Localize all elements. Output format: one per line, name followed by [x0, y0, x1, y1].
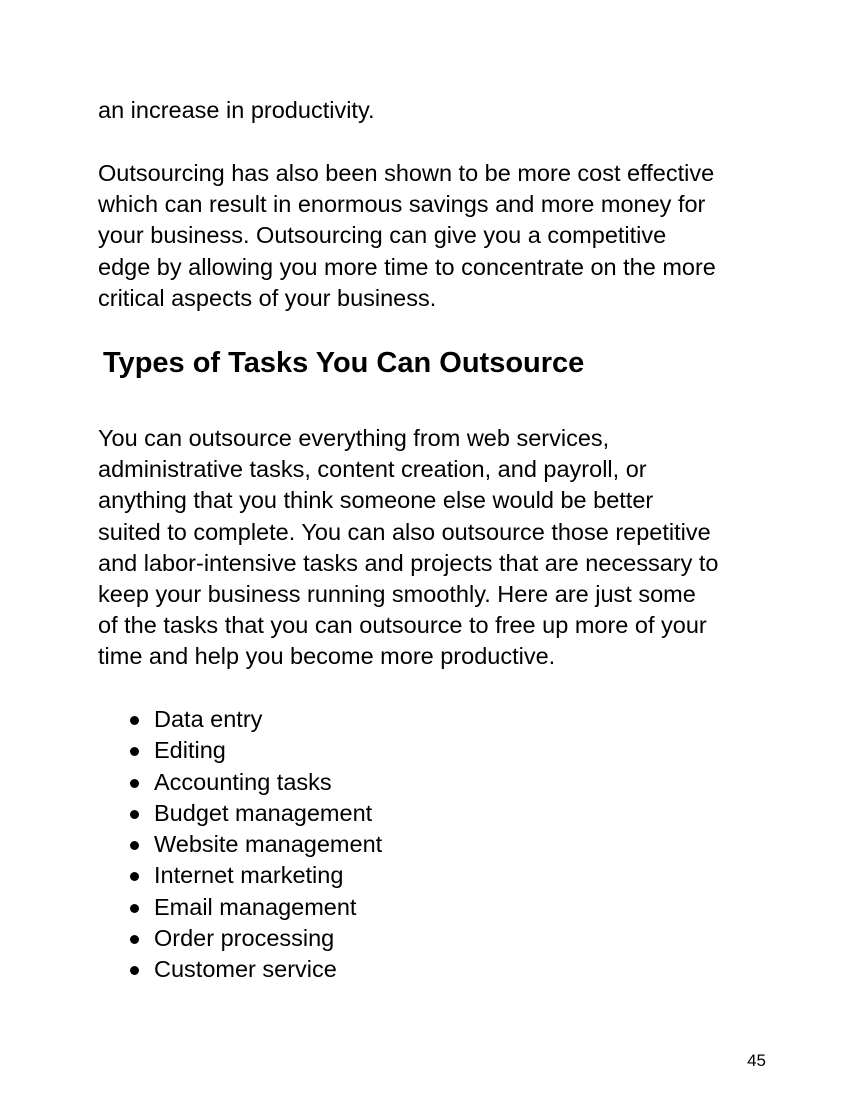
text-line: Outsourcing has also been shown to be more cost effective: [98, 160, 715, 186]
text-line: keep your business running smoothly. Here are just some: [98, 581, 696, 608]
bullet-icon: [130, 935, 139, 944]
list-item-text: Order processing: [154, 925, 335, 952]
list-item-text: Accounting tasks: [154, 768, 332, 795]
list-item-text: Editing: [154, 737, 226, 764]
paragraph-cost-effective: [98, 158, 778, 314]
list-item-text: Email management: [154, 893, 357, 920]
bullet-icon: [130, 779, 139, 788]
list-item-text: Data entry: [154, 706, 263, 732]
text-line: your business. Outsourcing can give you a competitive: [98, 222, 667, 249]
bullet-icon: [130, 716, 139, 725]
text-line: administrative tasks, content creation, and payroll, or: [98, 456, 647, 483]
list-item-text: Website management: [154, 831, 383, 858]
list-item-text: Customer service: [154, 956, 337, 983]
text-line: of the tasks that you can outsource to free up more of your: [98, 612, 707, 639]
text-line: critical aspects of your business.: [98, 284, 437, 311]
text-line: anything that you think someone else would be better: [98, 487, 654, 514]
bullet-icon: [130, 810, 139, 819]
text-line: and labor-intensive tasks and projects that are necessary to: [98, 549, 719, 576]
bullet-icon: [130, 872, 139, 881]
text-line: suited to complete. You can also outsource those repetitive: [98, 518, 711, 545]
paragraph-outsource-tasks: [98, 423, 778, 673]
text-line: edge by allowing you more time to concentrate on the more: [98, 253, 716, 280]
text-line: You can outsource everything from web services,: [98, 425, 610, 451]
bullet-icon: [130, 747, 139, 756]
section-heading: Types of Tasks You Can Outsource: [103, 347, 585, 379]
text-line: which can result in enormous savings and more money for: [98, 191, 706, 218]
bullet-icon: [130, 966, 139, 975]
paragraph-productivity: [98, 95, 778, 126]
list-item-text: Internet marketing: [154, 862, 344, 889]
text-line: an increase in productivity.: [98, 97, 375, 123]
bullet-icon: [130, 904, 139, 913]
list-item-text: Budget management: [154, 799, 373, 826]
text-line: time and help you become more productive.: [98, 643, 556, 670]
page-number: 45: [747, 1051, 766, 1070]
bullet-icon: [130, 841, 139, 850]
